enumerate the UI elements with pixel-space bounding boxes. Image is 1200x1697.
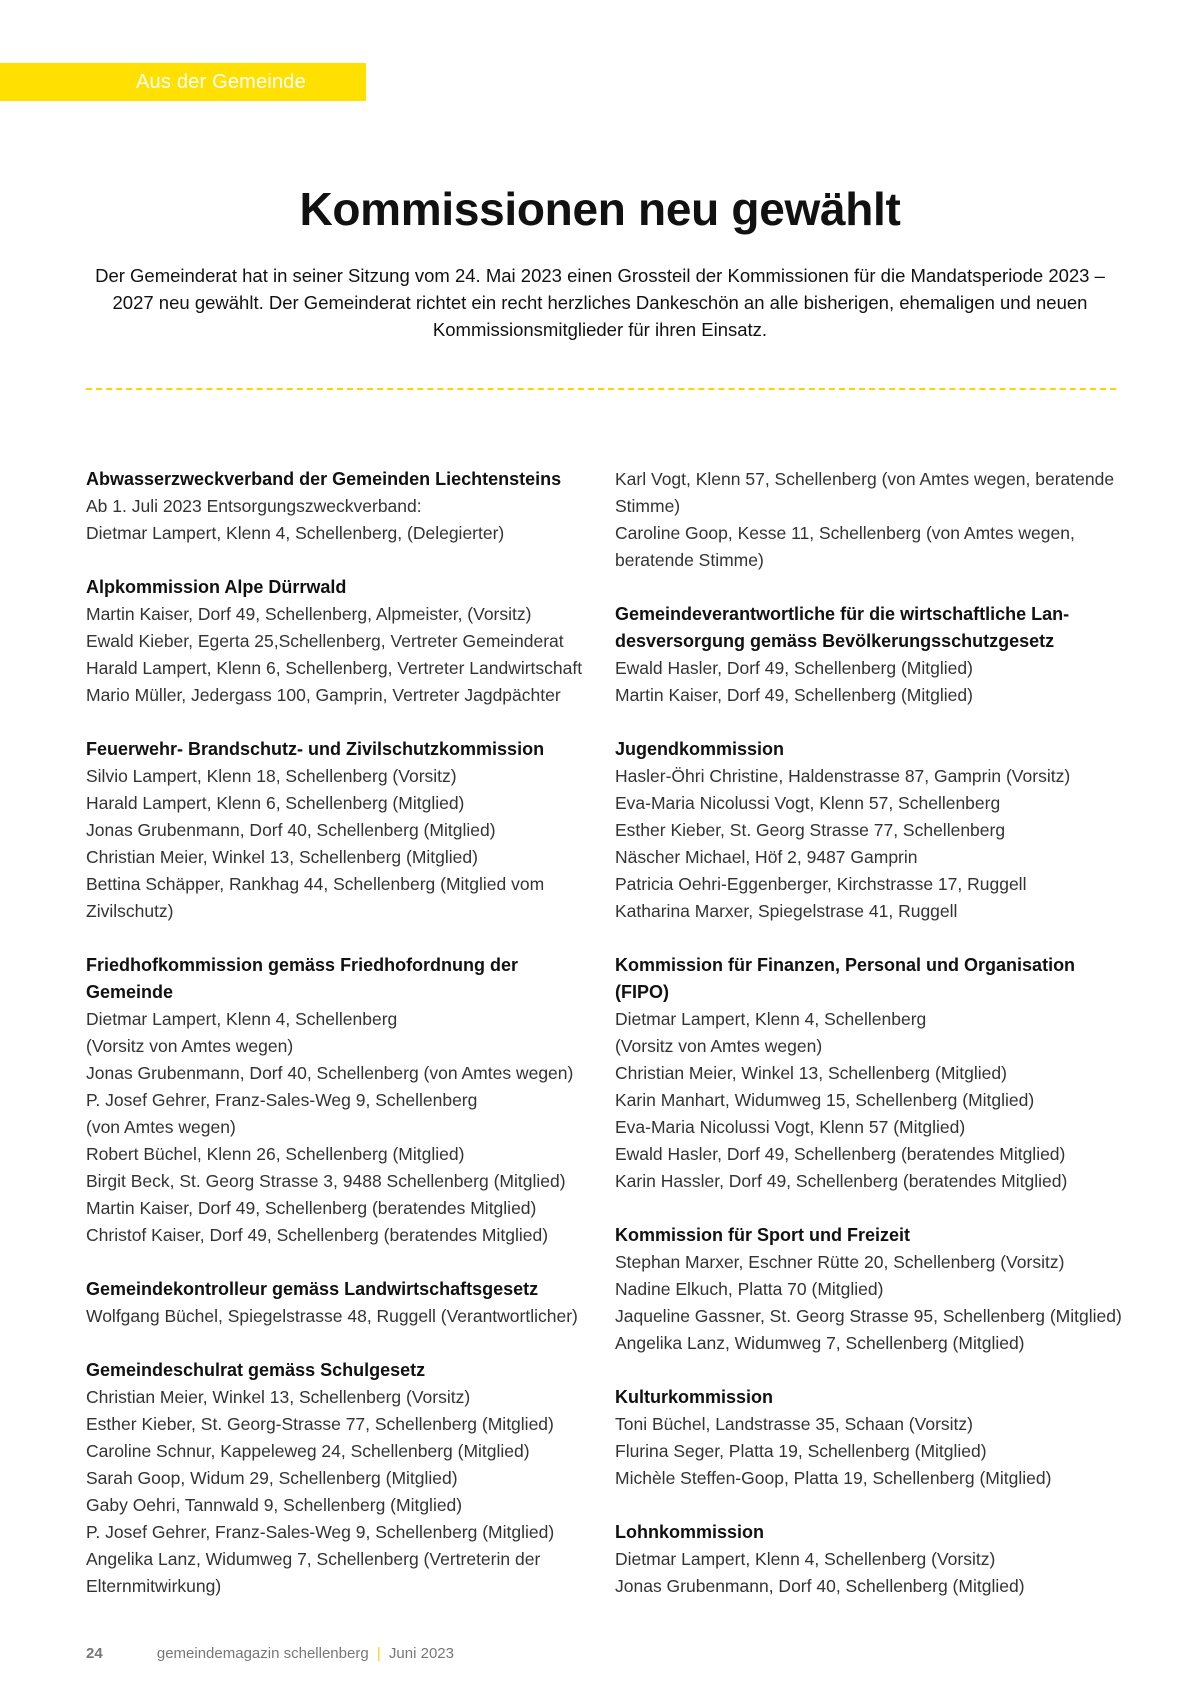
member-line: Toni Büchel, Landstrasse 35, Schaan (Vorsitz): [615, 1414, 973, 1434]
member-line: Esther Kieber, St. Georg Strasse 77, Schellenberg: [615, 820, 1006, 840]
commission-heading: Kommission für Sport und Freizeit: [615, 1225, 911, 1245]
commission-block: [86, 736, 594, 925]
page-title: Kommissionen neu gewählt: [299, 183, 901, 235]
member-line: Mario Müller, Jedergass 100, Gamprin, Vertreter Jagdpächter: [86, 685, 561, 705]
commission-block: [615, 601, 1123, 709]
commission-heading: Lohnkommission: [615, 1522, 765, 1542]
section-tag: Aus der Gemeinde: [0, 63, 366, 101]
continuation-block: [615, 466, 1123, 574]
page-footer: [86, 1645, 454, 1662]
member-line: Martin Kaiser, Dorf 49, Schellenberg, Alpmeister, (Vorsitz): [86, 604, 532, 624]
member-line: Ab 1. Juli 2023 Entsorgungszweckverband:: [86, 496, 422, 516]
right-column: [615, 466, 1123, 1627]
member-line: Näscher Michael, Höf 2, 9487 Gamprin: [615, 847, 918, 867]
commission-block: [615, 952, 1123, 1195]
member-line: Karl Vogt, Klenn 57, Schellenberg (von Amtes wegen, beratende: [615, 469, 1115, 489]
member-line: Hasler-Öhri Christine, Haldenstrasse 87, Gamprin (Vorsitz): [615, 766, 1071, 786]
member-line: Christof Kaiser, Dorf 49, Schellenberg (beratendes Mitglied): [86, 1225, 549, 1245]
member-line: (von Amtes wegen): [86, 1117, 236, 1137]
member-line: Bettina Schäpper, Rankhag 44, Schellenberg (Mitglied vom: [86, 874, 545, 894]
commission-block: [615, 736, 1123, 925]
member-line: Christian Meier, Winkel 13, Schellenberg (Vorsitz): [86, 1387, 471, 1407]
commission-block: [86, 1357, 594, 1600]
issue-date: Juni 2023: [388, 1645, 454, 1662]
left-column: [86, 466, 594, 1627]
commission-heading: Alpkommission Alpe Dürrwald: [86, 577, 347, 597]
member-line: Jaqueline Gassner, St. Georg Strasse 95, Schellenberg (Mitglied): [615, 1306, 1122, 1326]
member-line: Ewald Kieber, Egerta 25,Schellenberg, Vertreter Gemeinderat: [86, 631, 564, 651]
commission-heading: Jugendkommission: [615, 739, 785, 759]
member-line: Eva-Maria Nicolussi Vogt, Klenn 57 (Mitglied): [615, 1117, 966, 1137]
member-line: P. Josef Gehrer, Franz-Sales-Weg 9, Schellenberg: [86, 1090, 478, 1110]
member-line: Robert Büchel, Klenn 26, Schellenberg (Mitglied): [86, 1144, 465, 1164]
commission-heading: Gemeindekontrolleur gemäss Landwirtschaftsgesetz: [86, 1279, 539, 1299]
member-line: Jonas Grubenmann, Dorf 40, Schellenberg (Mitglied): [615, 1576, 1025, 1596]
member-line: Elternmitwirkung): [86, 1576, 222, 1596]
dashed-divider: [86, 388, 1116, 390]
member-line: Dietmar Lampert, Klenn 4, Schellenberg: [86, 1009, 398, 1029]
commission-heading: Gemeindeschulrat gemäss Schulgesetz: [86, 1360, 426, 1380]
intro-text: Der Gemeinderat hat in seiner Sitzung vom 24. Mai 2023 einen Grossteil der Kommissionen für die Mandatsperiode 2023 – 2027 neu gewählt. Der Gemeinderat richtet ein recht herzliches Dankeschön an alle bisherigen, ehemaligen und neuen Kommissionsmitglieder für ihren Einsatz.: [95, 265, 1105, 340]
member-line: Dietmar Lampert, Klenn 4, Schellenberg, (Delegierter): [86, 523, 505, 543]
member-line: Christian Meier, Winkel 13, Schellenberg (Mitglied): [86, 847, 478, 867]
member-line: Esther Kieber, St. Georg-Strasse 77, Schellenberg (Mitglied): [86, 1414, 554, 1434]
member-line: (Vorsitz von Amtes wegen): [615, 1036, 823, 1056]
member-line: Flurina Seger, Platta 19, Schellenberg (Mitglied): [615, 1441, 987, 1461]
member-line: Katharina Marxer, Spiegelstrase 41, Ruggell: [615, 901, 958, 921]
member-line: beratende Stimme): [615, 550, 764, 570]
commission-heading-cont: desversorgung gemäss Bevölkerungsschutzgesetz: [615, 631, 1055, 651]
commission-heading: Gemeindeverantwortliche für die wirtschaftliche Lan-: [615, 604, 1070, 624]
commission-block: [86, 466, 594, 547]
commission-block: [615, 1519, 1123, 1600]
member-line: Stephan Marxer, Eschner Rütte 20, Schellenberg (Vorsitz): [615, 1252, 1065, 1272]
commission-heading: Feuerwehr- Brandschutz- und Zivilschutzkommission: [86, 739, 545, 759]
commission-heading-cont: Gemeinde: [86, 982, 174, 1002]
member-line: Dietmar Lampert, Klenn 4, Schellenberg (Vorsitz): [615, 1549, 996, 1569]
member-line: P. Josef Gehrer, Franz-Sales-Weg 9, Schellenberg (Mitglied): [86, 1522, 555, 1542]
member-line: (Vorsitz von Amtes wegen): [86, 1036, 294, 1056]
member-line: Martin Kaiser, Dorf 49, Schellenberg (beratendes Mitglied): [86, 1198, 537, 1218]
member-line: Ewald Hasler, Dorf 49, Schellenberg (Mitglied): [615, 658, 973, 678]
commission-block: [86, 1276, 594, 1330]
member-line: Karin Hassler, Dorf 49, Schellenberg (beratendes Mitglied): [615, 1171, 1068, 1191]
commission-heading: Kommission für Finanzen, Personal und Organisation: [615, 955, 1076, 975]
member-line: Patricia Oehri-Eggenberger, Kirchstrasse 17, Ruggell: [615, 874, 1027, 894]
member-line: Angelika Lanz, Widumweg 7, Schellenberg (Vertreterin der: [86, 1549, 541, 1569]
member-line: Harald Lampert, Klenn 6, Schellenberg, Vertreter Landwirtschaft: [86, 658, 583, 678]
member-line: Angelika Lanz, Widumweg 7, Schellenberg (Mitglied): [615, 1333, 1025, 1353]
commission-heading: Kulturkommission: [615, 1387, 774, 1407]
footer-separator: |: [376, 1645, 381, 1662]
member-line: Zivilschutz): [86, 901, 174, 921]
commission-block: [86, 574, 594, 709]
commission-heading: Friedhofkommission gemäss Friedhofordnung der: [86, 955, 519, 975]
member-line: Caroline Schnur, Kappeleweg 24, Schellenberg (Mitglied): [86, 1441, 530, 1461]
member-line: Ewald Hasler, Dorf 49, Schellenberg (beratendes Mitglied): [615, 1144, 1066, 1164]
member-line: Birgit Beck, St. Georg Strasse 3, 9488 Schellenberg (Mitglied): [86, 1171, 566, 1191]
page-number: 24: [86, 1645, 103, 1662]
member-line: Sarah Goop, Widum 29, Schellenberg (Mitglied): [86, 1468, 458, 1488]
member-line: Nadine Elkuch, Platta 70 (Mitglied): [615, 1279, 884, 1299]
member-line: Michèle Steffen-Goop, Platta 19, Schellenberg (Mitglied): [615, 1468, 1052, 1488]
commission-block: [615, 1222, 1123, 1357]
member-line: Karin Manhart, Widumweg 15, Schellenberg (Mitglied): [615, 1090, 1035, 1110]
member-line: Jonas Grubenmann, Dorf 40, Schellenberg (von Amtes wegen): [86, 1063, 574, 1083]
member-line: Harald Lampert, Klenn 6, Schellenberg (Mitglied): [86, 793, 465, 813]
member-line: Gaby Oehri, Tannwald 9, Schellenberg (Mitglied): [86, 1495, 463, 1515]
publication-name: gemeindemagazin schellenberg: [156, 1645, 369, 1662]
member-line: Jonas Grubenmann, Dorf 40, Schellenberg (Mitglied): [86, 820, 496, 840]
commission-heading-cont: (FIPO): [615, 982, 669, 1002]
commission-block: [615, 1384, 1123, 1492]
member-line: Eva-Maria Nicolussi Vogt, Klenn 57, Schellenberg: [615, 793, 1001, 813]
member-line: Stimme): [615, 496, 681, 516]
member-line: Wolfgang Büchel, Spiegelstrasse 48, Ruggell (Verantwortlicher): [86, 1306, 578, 1326]
member-line: Silvio Lampert, Klenn 18, Schellenberg (Vorsitz): [86, 766, 457, 786]
commission-block: [86, 952, 594, 1249]
member-line: Dietmar Lampert, Klenn 4, Schellenberg: [615, 1009, 927, 1029]
member-line: Caroline Goop, Kesse 11, Schellenberg (von Amtes wegen,: [615, 523, 1075, 543]
commission-heading: Abwasserzweckverband der Gemeinden Liechtensteins: [86, 469, 562, 489]
member-line: Christian Meier, Winkel 13, Schellenberg (Mitglied): [615, 1063, 1007, 1083]
member-line: Martin Kaiser, Dorf 49, Schellenberg (Mitglied): [615, 685, 973, 705]
